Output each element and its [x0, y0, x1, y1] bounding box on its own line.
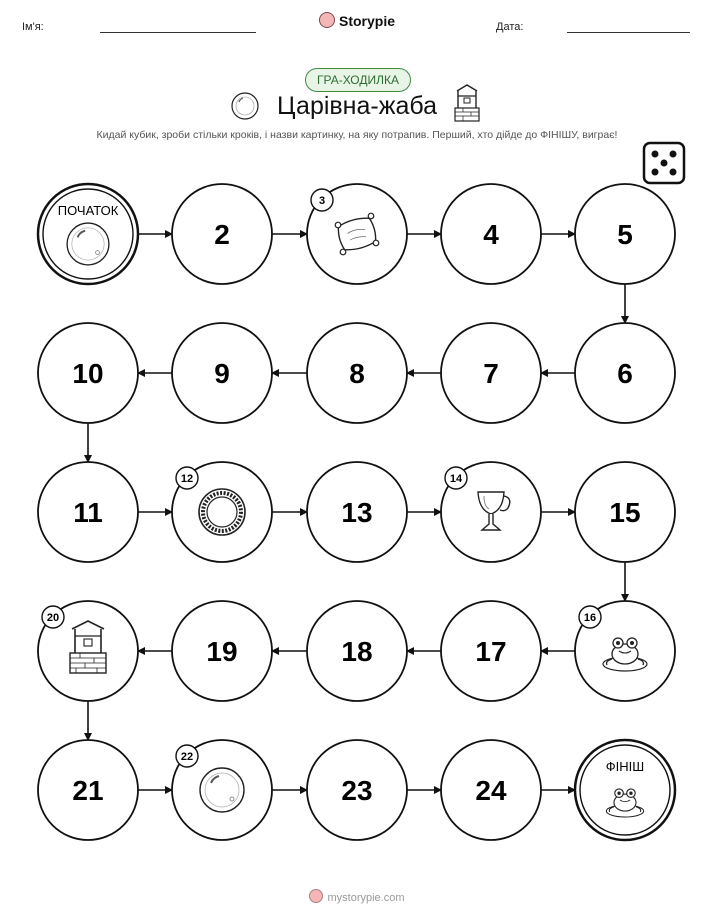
board-cell-7: [441, 323, 541, 423]
finish-label: ФІНІШ: [605, 759, 645, 774]
name-label: Ім'я:: [22, 21, 44, 33]
cell-number: 17: [475, 636, 507, 667]
board-cell-6: [575, 323, 675, 423]
game-type-badge: ГРА-ХОДИЛКА: [305, 68, 411, 92]
board-cell-8: [307, 323, 407, 423]
board-cell-15: [575, 462, 675, 562]
board-cell-24: [441, 740, 541, 840]
footer-url: mystorypie.com: [327, 892, 405, 904]
cell-number: 13: [341, 497, 373, 528]
instructions: Кидай кубик, зроби стільки кроків, і назви картинку, на яку потрапив. Перший, хто дійде до ФІНІШУ, виграє!: [96, 129, 618, 141]
cell-number-badge: [176, 745, 198, 767]
bubble-icon: [232, 93, 258, 119]
cell-number-badge: [579, 606, 601, 628]
board-cell-16: [575, 601, 675, 701]
cell-number: 14: [449, 473, 463, 485]
cell-number-badge: [445, 467, 467, 489]
pig-logo-icon: [309, 889, 323, 903]
cell-number: 9: [214, 358, 230, 389]
cell-number: 5: [617, 219, 633, 250]
board-cell-11: [38, 462, 138, 562]
board-cell-23: [307, 740, 407, 840]
cell-number: 3: [318, 195, 326, 207]
dice-icon: [644, 143, 684, 183]
bubble-icon: [200, 768, 244, 812]
cell-number: 18: [341, 636, 373, 667]
cell-number: 8: [349, 358, 365, 389]
cell-number: 24: [475, 775, 507, 806]
board-cell-3: [307, 184, 407, 284]
board-cell-21: [38, 740, 138, 840]
footer: [0, 889, 714, 904]
board-cell-12: [172, 462, 272, 562]
plate-icon: [199, 489, 245, 535]
cell-number-badge: [311, 189, 333, 211]
cell-number-badge: [42, 606, 64, 628]
board-cell-22: [172, 740, 272, 840]
cell-number: 7: [483, 358, 499, 389]
cell-number: 16: [583, 612, 597, 624]
board-cell-19: [172, 601, 272, 701]
cell-number: 11: [73, 497, 103, 528]
start-label: ПОЧАТОК: [57, 203, 119, 218]
board-cell-18: [307, 601, 407, 701]
cell-number: 12: [180, 473, 194, 485]
cell-number: 15: [609, 497, 641, 528]
board-cell-2: [172, 184, 272, 284]
board-cell-10: [38, 323, 138, 423]
board-cell-20: [38, 601, 138, 701]
bubble-icon: [67, 223, 109, 265]
cell-number: 4: [483, 219, 499, 250]
board-cell-9: [172, 323, 272, 423]
date-label: Дата:: [496, 21, 524, 33]
cell-number: 2: [214, 219, 230, 250]
cell-number-badge: [176, 467, 198, 489]
board-cell-13: [307, 462, 407, 562]
board-cell-4: [441, 184, 541, 284]
well-icon: [455, 85, 479, 121]
cell-number: 21: [72, 775, 104, 806]
cell-number: 19: [206, 636, 238, 667]
board-cell-14: [441, 462, 541, 562]
page-title: Царівна-жаба: [277, 92, 437, 120]
board-cell-5: [575, 184, 675, 284]
cell-number: 22: [180, 751, 194, 763]
board-cell-1: [38, 184, 138, 284]
cell-number: 6: [617, 358, 633, 389]
cell-number: 20: [46, 612, 60, 624]
cell-number: 10: [72, 358, 104, 389]
board-cell-17: [441, 601, 541, 701]
board-cell-25: [575, 740, 675, 840]
brand-name: Storypie: [338, 13, 395, 29]
cell-number: 23: [341, 775, 373, 806]
